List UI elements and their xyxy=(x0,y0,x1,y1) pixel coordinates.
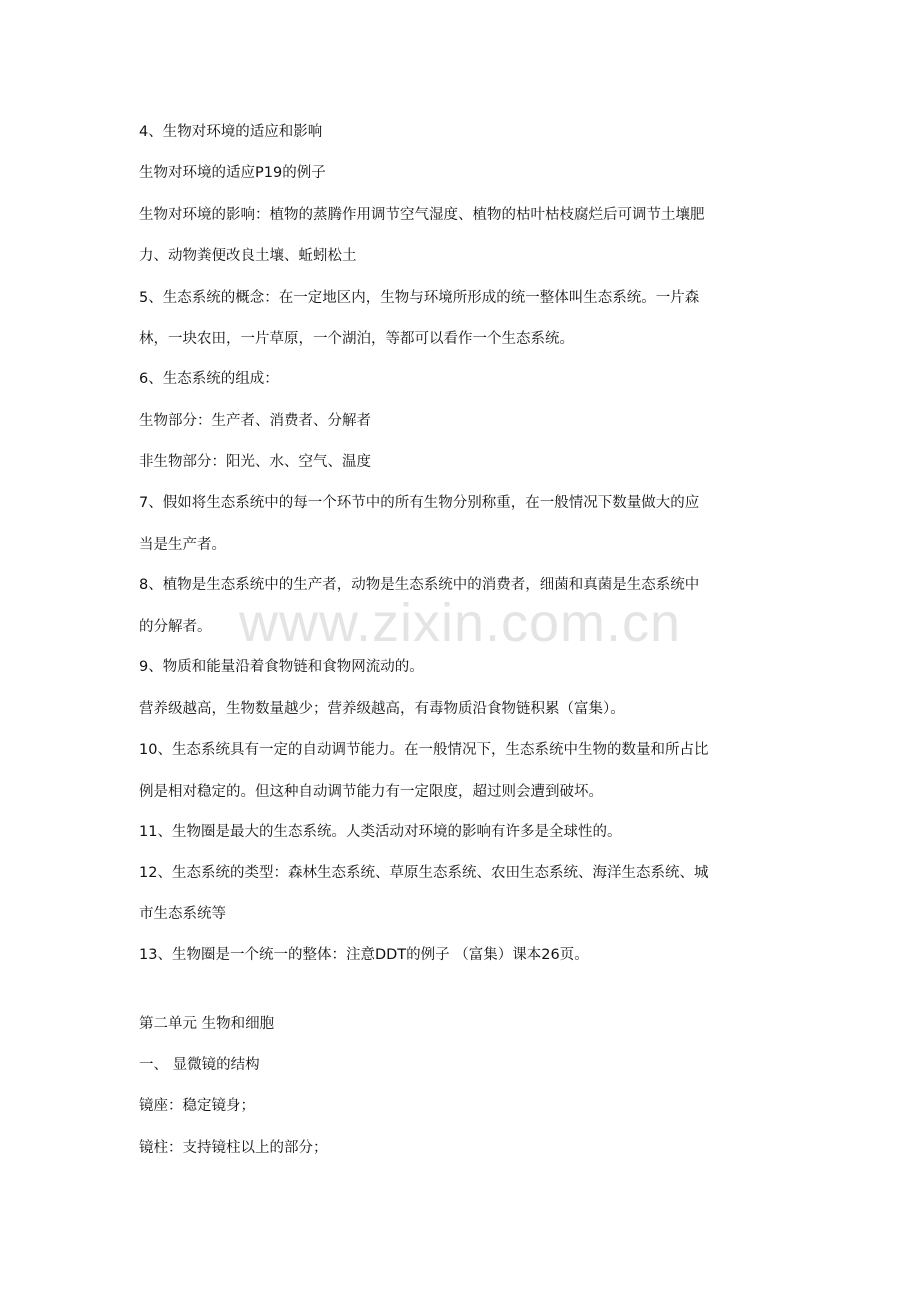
item-10-line-1: 10、生态系统具有一定的自动调节能力。在一般情况下，生态系统中生物的数量和所占比 xyxy=(139,742,709,758)
biotic-parts-line: 生物部分：生产者、消费者、分解者 xyxy=(139,413,371,429)
abiotic-parts-line: 非生物部分：阳光、水、空气、温度 xyxy=(139,454,371,470)
adaptation-example-line: 生物对环境的适应P19的例子 xyxy=(139,165,326,181)
mirror-base-line: 镜座：稳定镜身； xyxy=(139,1098,255,1114)
item-6-heading: 6、生态系统的组成： xyxy=(139,371,279,387)
unit-2-heading: 第二单元 生物和细胞 xyxy=(139,1016,275,1032)
item-9-line: 9、物质和能量沿着食物链和食物网流动的。 xyxy=(139,659,424,675)
item-7-line-1: 7、假如将生态系统中的每一个环节中的所有生物分别称重，在一般情况下数量做大的应 xyxy=(139,495,700,511)
item-11-line: 11、生物圈是最大的生态系统。人类活动对环境的影响有许多是全球性的。 xyxy=(139,824,622,840)
item-4-heading: 4、生物对环境的适应和影响 xyxy=(139,124,323,140)
microscope-structure-heading: 一、 显微镜的结构 xyxy=(139,1057,260,1073)
influence-line-2: 力、动物粪便改良土壤、蚯蚓松土 xyxy=(139,248,357,264)
item-10-line-2: 例是相对稳定的。但这种自动调节能力有一定限度，超过则会遭到破坏。 xyxy=(139,784,603,800)
item-12-line-2: 市生态系统等 xyxy=(139,906,226,922)
item-8-line-1: 8、植物是生态系统中的生产者，动物是生态系统中的消费者，细菌和真菌是生态系统中 xyxy=(139,577,700,593)
item-13-line: 13、生物圈是一个统一的整体：注意DDT的例子 （富集）课本26页。 xyxy=(139,947,589,963)
trophic-level-line: 营养级越高，生物数量越少；营养级越高，有毒物质沿食物链积累（富集）。 xyxy=(139,701,625,717)
watermark: www.zixin.com.cn xyxy=(238,593,682,653)
item-5-line-1: 5、生态系统的概念：在一定地区内，生物与环境所形成的统一整体叫生态系统。一片森 xyxy=(139,290,700,306)
item-7-line-2: 当是生产者。 xyxy=(139,537,226,553)
item-12-line-1: 12、生态系统的类型：森林生态系统、草原生态系统、农田生态系统、海洋生态系统、城 xyxy=(139,865,709,881)
item-8-line-2: 的分解者。 xyxy=(139,619,212,635)
mirror-column-line: 镜柱：支持镜柱以上的部分； xyxy=(139,1140,328,1156)
item-5-line-2: 林，一块农田，一片草原，一个湖泊，等都可以看作一个生态系统。 xyxy=(139,331,574,347)
influence-line-1: 生物对环境的影响：植物的蒸腾作用调节空气湿度、植物的枯叶枯枝腐烂后可调节土壤肥 xyxy=(139,207,705,223)
